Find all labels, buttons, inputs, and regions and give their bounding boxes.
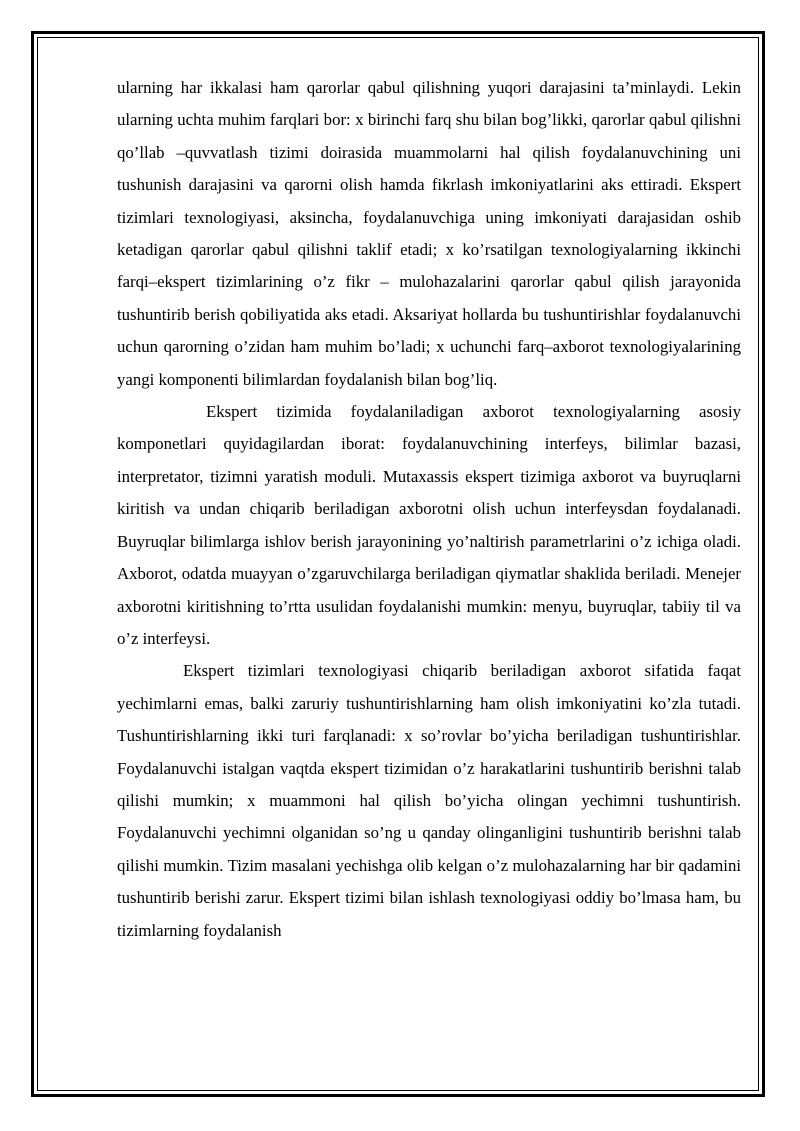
document-body [117, 72, 741, 947]
paragraph-3: Ekspert tizimlari texnologiyasi chiqarib beriladigan axborot sifatida faqat yechimlarni emas, balki zaruriy tushuntirishlarning ham olish imkoniyatini ko’zla tutadi. Tushuntirishlarning ikki turi farqlanadi: x so’rovlar bo’yicha beriladigan tushuntirishlar. Foydalanuvchi istalgan vaqtda ekspert tizimidan o’z harakatlarini tushuntirib berishni talab qilishi mumkin; x muammoni hal qilish bo’yicha olingan yechimni tushuntirish. Foydalanuvchi yechimni olganidan so’ng u qanday olinganligini tushuntirib berishni talab qilishi mumkin. Tizim masalani yechishga olib kelgan o’z mulohazalarning har bir qadamini tushuntirib berishi zarur. Ekspert tizimi bilan ishlash texnologiyasi oddiy bo’lmasa ham, bu tizimlarning foydalanish [117, 661, 741, 940]
paragraph-1: ularning har ikkalasi ham qarorlar qabul qilishning yuqori darajasini ta’minlaydi. Lekin ularning uchta muhim farqlari bor: x birinchi farq shu bilan bog’likki, qarorlar qabul qilishni qo’llab –quvvatlash tizimi doirasida muammolarni hal qilish foydalanuvchining uni tushunish darajasini va qarorni olish hamda fikrlash imkoniyatlarini aks ettiradi. Ekspert tizimlari texnologiyasi, aksincha, foydalanuvchiga uning imkoniyati darajasidan oshib ketadigan qarorlar qabul qilishni taklif etadi; x ko’rsatilgan texnologiyalarning ikkinchi farqi–ekspert tizimlarining o’z fikr – mulohazalarini qarorlar qabul qilish jarayonida tushuntirib berish qobiliyatida aks etadi. Aksariyat hollarda bu tushuntirishlar foydalanuvchi uchun qarorning o’zidan ham muhim bo’ladi; x uchunchi farq–axborot texnologiyalarining yangi komponenti bilimlardan foydalanish bilan bog’liq. [117, 78, 741, 389]
paragraph-2: Ekspert tizimida foydalaniladigan axborot texnologiyalarning asosiy komponetlari quyidagilardan iborat: foydalanuvchining interfeys, bilimlar bazasi, interpretator, tizimni yaratish moduli. Mutaxassis ekspert tizimiga axborot va buyruqlarni kiritish va undan chiqarib beriladigan axborotni olish uchun interfeysdan foydalanadi. Buyruqlar bilimlarga ishlov berish jarayonining yo’naltirish parametrlarini o’z ichiga oladi. Axborot, odatda muayyan o’zgaruvchilarga beriladigan qiymatlar shaklida beriladi. Menejer axborotni kiritishning to’rtta usulidan foydalanishi mumkin: menyu, buyruqlar, tabiiy til va o’z interfeysi. [117, 402, 741, 648]
